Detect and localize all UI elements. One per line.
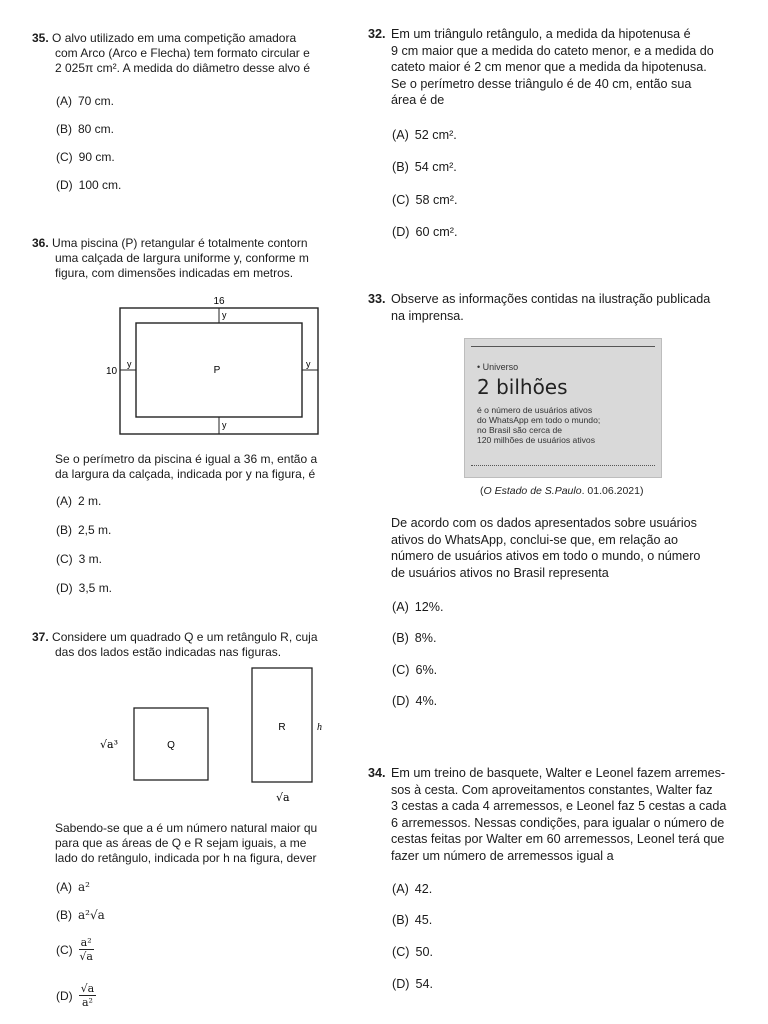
square-side-label: √a³ xyxy=(100,738,118,751)
option-33-d[interactable]: (D) 4%. xyxy=(392,694,438,708)
stem-line: para que as áreas de Q e R sejam iguais, a me xyxy=(55,836,307,850)
question-number: 33. xyxy=(368,292,386,306)
option-36-c[interactable]: (C) 3 m. xyxy=(56,552,103,566)
option-32-d[interactable]: (D) 60 cm². xyxy=(392,225,458,239)
option-37-d[interactable]: (D) √a a² xyxy=(56,982,95,1009)
stem-line: O alvo utilizado em uma competição amadora xyxy=(52,31,297,45)
stem-line: Observe as informações contidas na ilustração publicada xyxy=(391,292,711,306)
stem-line: 2 025π cm². A medida do diâmetro desse alvo é xyxy=(55,61,311,75)
stem-line: uma calçada de largura uniforme y, conforme m xyxy=(55,251,309,265)
stem-line: Em um triângulo retângulo, a medida da hipotenusa é xyxy=(391,27,691,41)
fraction: a² √a xyxy=(79,936,93,963)
divider xyxy=(471,465,655,466)
stem-line: 9 cm maior que a medida do cateto menor, e a medida do xyxy=(391,43,714,58)
option-35-c[interactable]: (C) 90 cm. xyxy=(56,150,115,164)
option-34-c[interactable]: (C) 50. xyxy=(392,945,433,959)
option-37-c[interactable]: (C) a² √a xyxy=(56,936,93,963)
rect-base-label: √a xyxy=(276,791,290,804)
option-34-d[interactable]: (D) 54. xyxy=(392,977,433,991)
fraction: √a a² xyxy=(80,982,95,1009)
pool-figure xyxy=(100,292,340,442)
clipping-caption: (O Estado de S.Paulo. 01.06.2021) xyxy=(480,485,644,497)
divider xyxy=(471,346,655,347)
option-32-b[interactable]: (B) 54 cm². xyxy=(392,160,457,174)
question-number: 37. xyxy=(32,630,49,644)
option-36-a[interactable]: (A) 2 m. xyxy=(56,494,102,508)
stem-line: Uma piscina (P) retangular é totalmente contorn xyxy=(52,236,308,250)
option-33-c[interactable]: (C) 6%. xyxy=(392,663,438,677)
height-label: 10 xyxy=(106,366,118,377)
stem-line: Se o perímetro desse triângulo é de 40 cm, então sua xyxy=(391,76,692,91)
question-34 xyxy=(368,765,762,865)
square-label: Q xyxy=(167,740,175,751)
pool-label: P xyxy=(213,365,221,376)
option-37-a[interactable]: (A) a² xyxy=(56,880,90,894)
option-33-b[interactable]: (B) 8%. xyxy=(392,631,437,645)
stem-line: lado do retângulo, indicada por h na figura, dever xyxy=(55,851,317,865)
caption-date: . 01.06.2021 xyxy=(581,485,640,497)
question-37-stem xyxy=(32,630,346,660)
option-35-b[interactable]: (B) 80 cm. xyxy=(56,122,115,136)
clipping-kicker: • Universo xyxy=(477,362,519,372)
stem-line: sos à cesta. Com aproveitamentos constantes, Walter faz xyxy=(391,782,713,797)
option-36-b[interactable]: (B) 2,5 m. xyxy=(56,523,112,537)
question-32 xyxy=(368,26,762,109)
option-35-d[interactable]: (D) 100 cm. xyxy=(56,178,122,192)
question-37 xyxy=(32,630,346,660)
stem-line: número de usuários ativos em todo o mundo, o número xyxy=(391,549,701,564)
y-label-left: y xyxy=(127,359,132,369)
stem-line: Sabendo-se que a é um número natural maior qu xyxy=(55,821,318,835)
rect-label: R xyxy=(278,722,286,733)
option-34-a[interactable]: (A) 42. xyxy=(392,882,433,896)
rect-height-label: h xyxy=(317,722,322,733)
y-label-bottom: y xyxy=(222,420,227,430)
option-33-a[interactable]: (A) 12%. xyxy=(392,600,444,614)
question-33 xyxy=(368,291,762,324)
left-column xyxy=(0,0,346,1024)
newspaper-clipping xyxy=(464,338,662,478)
question-35-stem xyxy=(32,31,346,76)
stem-line: Considere um quadrado Q e um retângulo R, cuja xyxy=(52,630,318,644)
caption-source: O Estado de S.Paulo xyxy=(483,485,582,497)
stem-line: De acordo com os dados apresentados sobre usuários xyxy=(391,516,697,530)
option-36-d[interactable]: (D) 3,5 m. xyxy=(56,581,113,595)
stem-line: Em um treino de basquete, Walter e Leonel fazem arremes- xyxy=(391,766,726,780)
stem-line: área é de xyxy=(391,93,445,108)
question-number: 32. xyxy=(368,27,386,41)
option-32-c[interactable]: (C) 58 cm². xyxy=(392,193,458,207)
question-number: 34. xyxy=(368,766,386,780)
stem-line: 3 cestas a cada 4 arremessos, e Leonel faz 5 cestas a cada xyxy=(391,799,727,814)
stem-line: cateto maior é 2 cm menor que a medida da hipotenusa. xyxy=(391,60,707,75)
y-label-top: y xyxy=(222,310,227,320)
stem-line: com Arco (Arco e Flecha) tem formato circular e xyxy=(55,46,310,60)
width-label: 16 xyxy=(213,296,225,307)
question-number: 35. xyxy=(32,31,49,45)
question-35 xyxy=(32,31,346,76)
question-36-after xyxy=(55,452,346,482)
question-33-after xyxy=(391,515,762,581)
option-35-a[interactable]: (A) 70 cm. xyxy=(56,94,115,108)
clipping-headline: 2 bilhões xyxy=(477,375,568,399)
option-32-a[interactable]: (A) 52 cm². xyxy=(392,128,457,142)
question-36-stem xyxy=(32,236,346,281)
stem-line: na imprensa. xyxy=(391,308,464,323)
stem-line: ativos do WhatsApp, conclui-se que, em relação ao xyxy=(391,532,679,547)
stem-line: da largura da calçada, indicada por y na figura, é xyxy=(55,467,316,481)
question-36 xyxy=(32,236,346,281)
option-34-b[interactable]: (B) 45. xyxy=(392,913,433,927)
option-37-b[interactable]: (B) a²√a xyxy=(56,908,105,922)
square-rectangle-figure xyxy=(96,664,336,810)
question-number: 36. xyxy=(32,236,49,250)
stem-line: das dos lados estão indicadas nas figuras. xyxy=(55,645,282,659)
stem-line: Se o perímetro da piscina é igual a 36 m, então a xyxy=(55,452,318,466)
stem-line: fazer um número de arremessos igual a xyxy=(391,848,614,863)
stem-line: de usuários ativos no Brasil representa xyxy=(391,565,609,580)
stem-line: 6 arremessos. Nessas condições, para igualar o número de xyxy=(391,815,725,830)
stem-line: cestas feitas por Walter em 60 arremessos, Leonel terá que xyxy=(391,832,725,847)
right-column xyxy=(368,0,764,1024)
clipping-body: é o número de usuários ativos do WhatsApp em todo o mundo; no Brasil são cerca de 120 milhões de usuários ativos xyxy=(477,405,601,445)
y-label-right: y xyxy=(306,359,311,369)
question-37-after xyxy=(55,821,346,866)
stem-line: figura, com dimensões indicadas em metros. xyxy=(55,266,294,280)
